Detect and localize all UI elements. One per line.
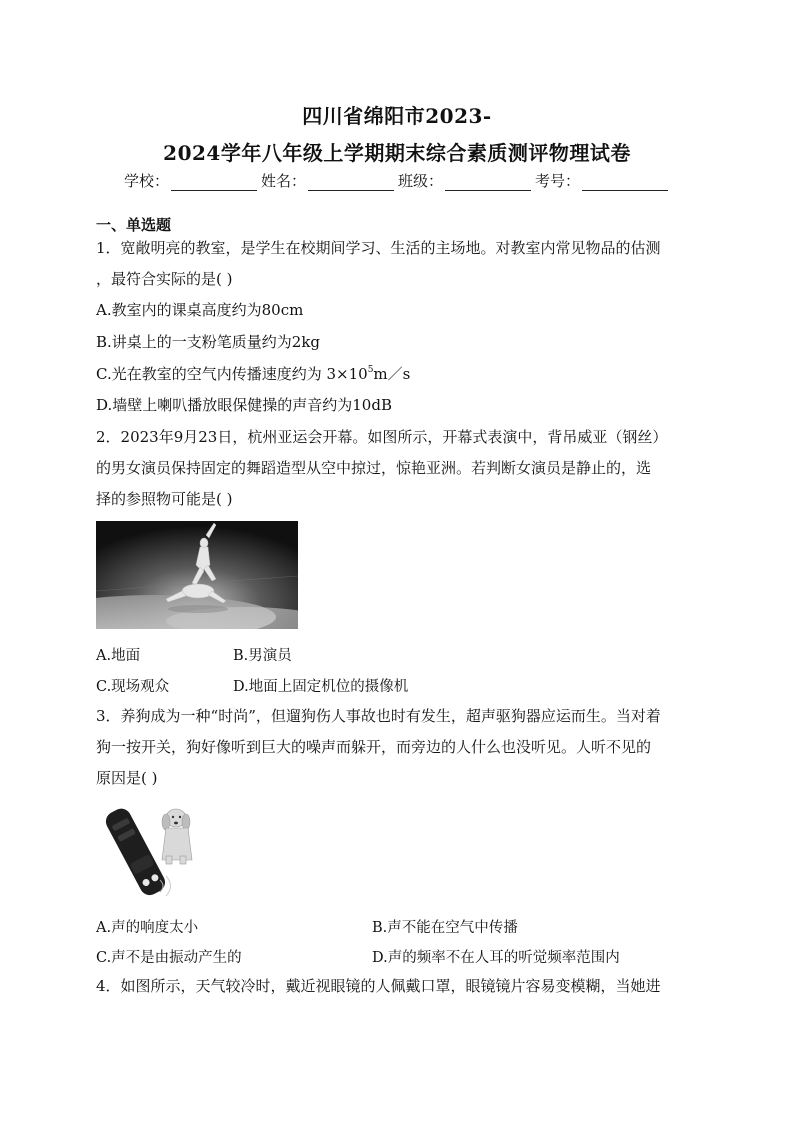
q3-option-a[interactable]: A.声的响度太小 [96, 920, 199, 936]
q3-stem-line2: 狗一按开关，狗好像听到巨大的噪声而躲开，而旁边的人什么也没听见。人听不见的 [96, 738, 652, 756]
q2-option-d[interactable]: D.地面上固定机位的摄像机 [233, 679, 409, 695]
student-info-row [124, 170, 672, 191]
q2-stem-line1: 2．2023年9月23日，杭州亚运会开幕。如图所示，开幕式表演中，背吊威亚（钢丝） [96, 428, 668, 446]
q1-option-b[interactable]: B.讲桌上的一支粉笔质量约为2kg [96, 333, 321, 351]
q1-option-c-exponent: 5 [367, 365, 374, 375]
section-heading: 一、单选题 [96, 216, 172, 234]
q1-option-c-unit: m／s [373, 365, 411, 383]
ultrasonic-dog-repeller-photo [96, 800, 198, 900]
q1-stem-line1: 1．宽敞明亮的教室，是学生在校期间学习、生活的主场地。对教室内常见物品的估测 [96, 239, 661, 257]
q1-option-c[interactable] [96, 364, 410, 384]
school-blank[interactable] [171, 176, 257, 191]
q1-stem-line2: ，最符合实际的是( ) [96, 270, 233, 288]
q3-stem-line1: 3．养狗成为一种“时尚”，但遛狗伤人事故也时有发生，超声驱狗器应运而生。当对着 [96, 707, 661, 725]
school-field[interactable] [124, 170, 261, 191]
class-label: 班级： [398, 172, 444, 190]
exam-number-blank[interactable] [582, 176, 668, 191]
q2-stem-line3: 择的参照物可能是( ) [96, 490, 233, 508]
q2-stem-line2: 的男女演员保持固定的舞蹈造型从空中掠过，惊艳亚洲。若判断女演员是静止的，选 [96, 459, 652, 477]
name-field[interactable] [261, 170, 398, 191]
class-field[interactable] [398, 170, 535, 191]
name-label: 姓名： [261, 172, 307, 190]
exam-title-line1: 四川省绵阳市2023- [302, 104, 492, 128]
q3-option-b[interactable]: B.声不能在空气中传播 [372, 920, 518, 936]
q3-stem-line3: 原因是( ) [96, 769, 158, 787]
q4-stem-line1: 4．如图所示，天气较冷时，戴近视眼镜的人佩戴口罩，眼镜镜片容易变模糊，当她进 [96, 977, 661, 995]
name-blank[interactable] [308, 176, 394, 191]
q2-option-c[interactable]: C.现场观众 [96, 679, 170, 695]
exam-title-line2: 2024学年八年级上学期期末综合素质测评物理试卷 [163, 141, 631, 165]
school-label: 学校： [124, 172, 170, 190]
class-blank[interactable] [445, 176, 531, 191]
q1-option-a[interactable]: A.教室内的课桌高度约为80cm [96, 301, 304, 319]
q1-option-d[interactable]: D.墙壁上喇叭播放眼保健操的声音约为10dB [96, 396, 392, 414]
exam-number-field[interactable] [535, 170, 672, 191]
q2-option-b[interactable]: B.男演员 [233, 648, 292, 664]
q1-option-c-text: C.光在教室的空气内传播速度约为 3×10 [96, 365, 368, 383]
q3-option-c[interactable]: C.声不是由振动产生的 [96, 950, 242, 966]
q2-option-a[interactable]: A.地面 [96, 648, 141, 664]
exam-number-label: 考号： [535, 172, 581, 190]
q3-option-d[interactable]: D.声的频率不在人耳的听觉频率范围内 [372, 950, 620, 966]
acrobat-performers-photo [96, 521, 298, 629]
